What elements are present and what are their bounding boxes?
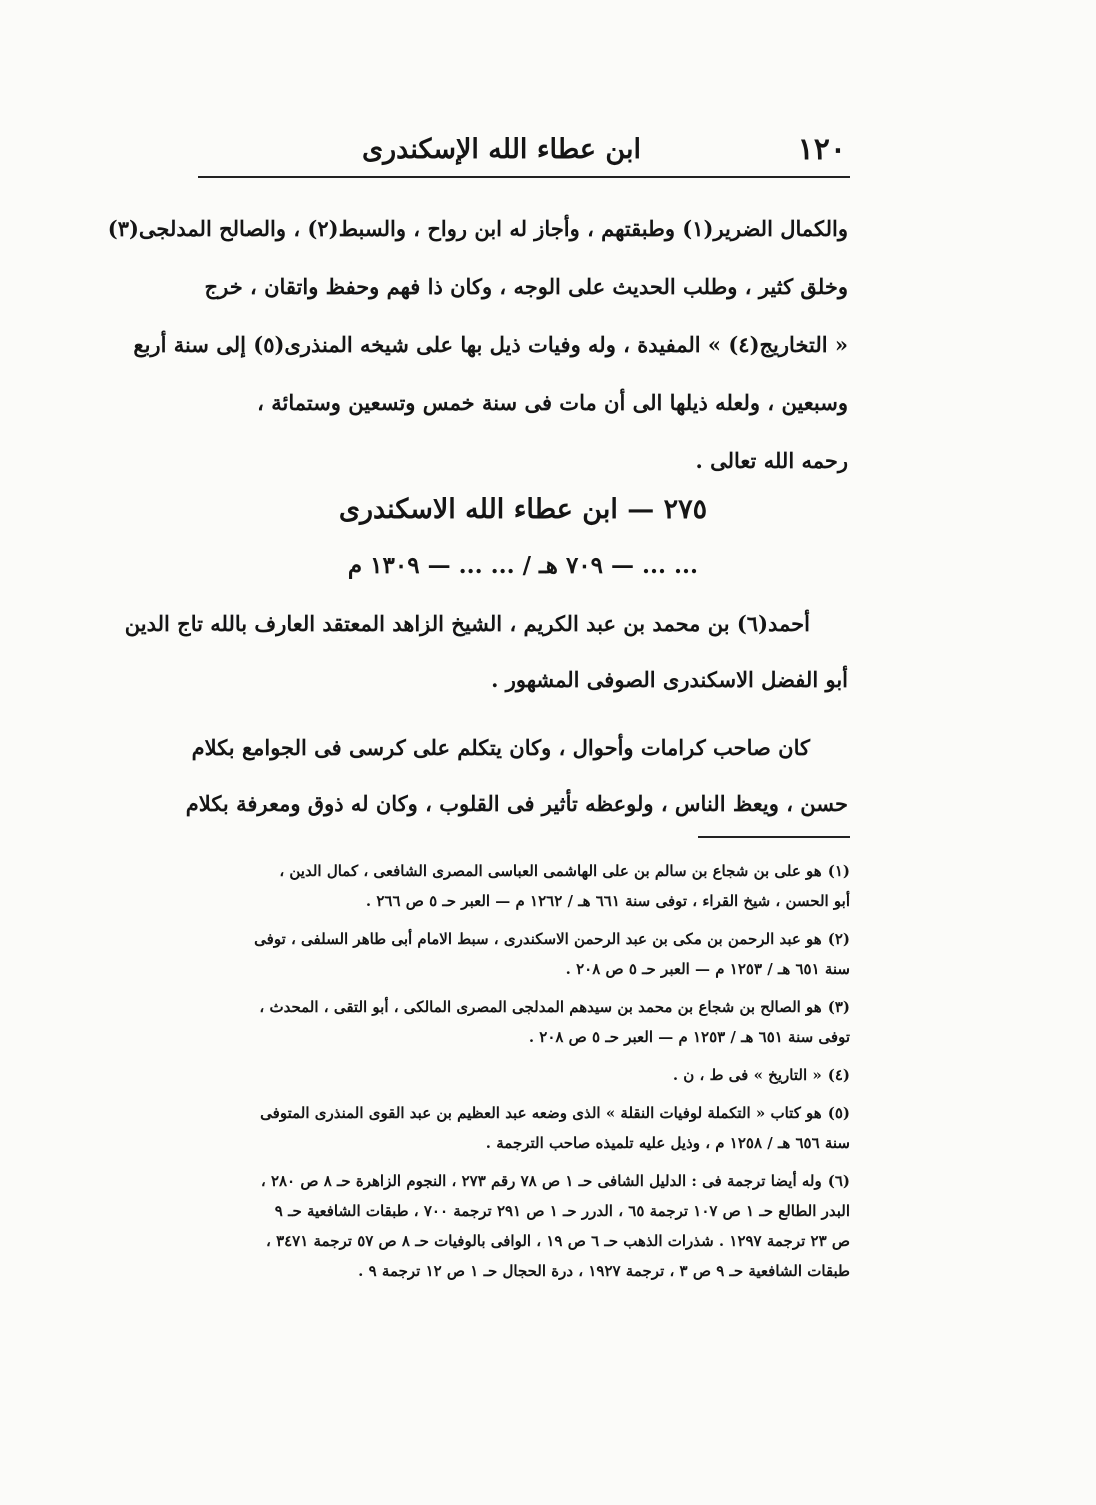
- footnote-line: سنة ٦٥١ هـ / ١٢٥٣ م — العبر حـ ٥ ص ٢٠٨ .: [565, 960, 850, 978]
- text-line: « التخاريج(٤) » المفيدة ، وله وفيات ذيل بها على شيخه المنذرى(٥) إلى سنة أربع: [133, 332, 848, 357]
- footnote-line: ص ٢٣ ترجمة ١٢٩٧ . شذرات الذهب حـ ٦ ص ١٩ ، الوافى بالوفيات حـ ٨ ص ٥٧ ترجمة ٣٤٧١ ،: [265, 1232, 850, 1250]
- footnote: [193, 924, 850, 984]
- text-line: والكمال الضرير(١) وطبقتهم ، وأجاز له ابن رواح ، والسبط(٢) ، والصالح المدلجى(٣): [107, 216, 848, 241]
- text-line: وخلق كثير ، وطلب الحديث على الوجه ، وكان ذا فهم وحفظ واتقان ، خرج: [204, 274, 848, 299]
- paragraph: [185, 720, 848, 832]
- footnote-text: « التاريخ » فى ط ، ن .: [672, 1066, 822, 1084]
- footnote-number: (٣): [827, 998, 850, 1016]
- footnote-divider: [698, 836, 850, 838]
- footnote: [193, 1166, 850, 1286]
- previous-entry-text: [107, 200, 848, 490]
- text-line: كان صاحب كرامات وأحوال ، وكان يتكلم على كرسى فى الجوامع بكلام: [191, 735, 810, 760]
- text-line: أبو الفضل الاسكندرى الصوفى المشهور .: [491, 667, 848, 692]
- footnote-line: [193, 924, 850, 954]
- footnote-line: سنة ٦٥٦ هـ / ١٢٥٨ م ، وذيل عليه تلميذه صاحب الترجمة .: [485, 1134, 850, 1152]
- page-number: ١٢٠: [797, 132, 846, 167]
- footnote-number: (٤): [827, 1066, 850, 1084]
- footnote-text: هو عبد الرحمن بن مكى بن عبد الرحمن الاسكندرى ، سبط الامام أبى طاهر السلفى ، توفى: [254, 930, 822, 948]
- footnote-line: أبو الحسن ، شيخ القراء ، توفى سنة ٦٦١ هـ / ١٢٦٢ م — العبر حـ ٥ ص ٢٦٦ .: [365, 892, 850, 910]
- footnote-number: (٢): [827, 930, 850, 948]
- footnote-line: [193, 1098, 850, 1128]
- footnote: [193, 856, 850, 916]
- footnote-text: وله أيضا ترجمة فى : الدليل الشافى حـ ١ ص ٧٨ رقم ٢٧٣ ، النجوم الزاهرة حـ ٨ ص ٢٨٠ ،: [260, 1172, 822, 1190]
- page-header: [198, 128, 846, 170]
- footnote-line: [193, 992, 850, 1022]
- footnote: [193, 1098, 850, 1158]
- footnote-line: [193, 1166, 850, 1196]
- footnotes: [193, 856, 850, 1294]
- footnote: [193, 1060, 850, 1090]
- footnote-line: [193, 1060, 850, 1090]
- footnote-line: [193, 856, 850, 886]
- header-divider: [198, 176, 850, 178]
- text-line: وسبعين ، ولعله ذيلها الى أن مات فى سنة خمس وتسعين وستمائة ،: [257, 390, 848, 415]
- entry-dates: ... ... — ٧٠٩ هـ / ... ... — ١٣٠٩ م: [347, 552, 699, 579]
- footnote-text: هو الصالح بن شجاع بن محمد بن سيدهم المدلجى المصرى المالكى ، أبو التقى ، المحدث ،: [259, 998, 822, 1016]
- entry-text: [124, 596, 848, 844]
- footnote-number: (٥): [827, 1104, 850, 1122]
- paragraph: [124, 596, 848, 708]
- footnote-line: توفى سنة ٦٥١ هـ / ١٢٥٣ م — العبر حـ ٥ ص ٢٠٨ .: [528, 1028, 850, 1046]
- footnote: [193, 992, 850, 1052]
- footnote-number: (١): [827, 862, 850, 880]
- text-line: حسن ، ويعظ الناس ، ولوعظه تأثير فى القلوب ، وكان له ذوق ومعرفة بكلام: [185, 791, 848, 816]
- footnote-line: طبقات الشافعية حـ ٩ ص ٣ ، ترجمة ١٩٢٧ ، درة الحجال حـ ١ ص ١٢ ترجمة ٩ .: [358, 1262, 850, 1280]
- text-line: رحمه الله تعالى .: [695, 448, 848, 473]
- footnote-number: (٦): [827, 1172, 850, 1190]
- footnote-text: هو كتاب « التكملة لوفيات النقلة » الذى وضعه عبد العظيم بن عبد القوى المنذرى المتوفى: [260, 1104, 822, 1122]
- text-line: أحمد(٦) بن محمد بن عبد الكريم ، الشيخ الزاهد المعتقد العارف بالله تاج الدين: [124, 611, 810, 636]
- footnote-line: البدر الطالع حـ ١ ص ١٠٧ ترجمة ٦٥ ، الدرر حـ ١ ص ٢٩١ ترجمة ٧٠٠ ، طبقات الشافعية حـ ٩: [274, 1202, 850, 1220]
- running-title: ابن عطاء الله الإسكندرى: [361, 134, 641, 165]
- entry-title: ٢٧٥ — ابن عطاء الله الاسكندرى: [338, 494, 708, 525]
- footnote-text: هو على بن شجاع بن سالم بن على الهاشمى العباسى المصرى الشافعى ، كمال الدين ،: [279, 862, 822, 880]
